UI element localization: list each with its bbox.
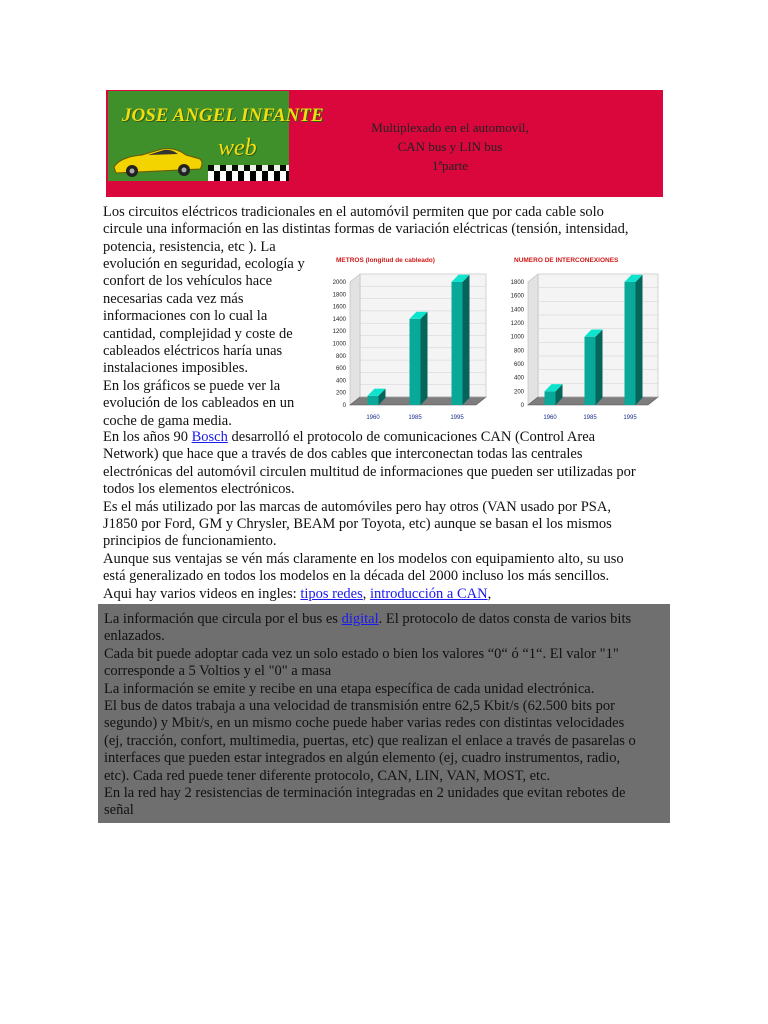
y-tick-label: 400 bbox=[335, 378, 346, 385]
y-tick-label: 800 bbox=[335, 353, 346, 360]
text-line: principios de funcionamiento. bbox=[103, 533, 277, 550]
tipos-redes-link[interactable]: tipos redes bbox=[300, 585, 363, 602]
text-line: J1850 por Ford, GM y Chrysler, BEAM por Toyota, etc) aunque se basan el los mismos bbox=[103, 516, 612, 533]
text-line: cableados eléctricos haría unas bbox=[103, 343, 283, 360]
x-tick-label: 1985 bbox=[583, 415, 597, 421]
text-line: En los gráficos se puede ver la bbox=[103, 377, 281, 394]
y-tick-label: 1200 bbox=[332, 329, 346, 336]
text-line: señal bbox=[104, 802, 134, 819]
text-line: confort de los vehículos hace bbox=[103, 273, 273, 290]
y-tick-label: 1400 bbox=[332, 316, 346, 323]
title-line: Multiplexado en el automovil, bbox=[371, 120, 529, 135]
y-tick-label: 1200 bbox=[510, 321, 524, 327]
text-line: Aunque sus ventajas se vén más claramente en los modelos con equipamiento alto, su uso bbox=[103, 550, 624, 567]
text-line: cantidad, complejidad y coste de bbox=[103, 325, 293, 342]
text-line: El bus de datos trabaja a una velocidad de transmisión entre 62,5 Kbit/s (62.500 bits por bbox=[104, 698, 616, 715]
bar-1995 bbox=[452, 275, 470, 405]
y-tick-label: 0 bbox=[520, 403, 524, 409]
chart-title: METROS (longitud de cableado) bbox=[336, 257, 435, 264]
text-line: Los circuitos eléctricos tradicionales en el automóvil permiten que por cada cable solo bbox=[103, 204, 604, 220]
bar-side bbox=[463, 275, 470, 405]
page-title bbox=[330, 118, 570, 175]
y-tick-label: 600 bbox=[513, 362, 524, 368]
info-box-text bbox=[104, 611, 636, 820]
text-line: enlazados. bbox=[104, 628, 165, 645]
cable-length-chart bbox=[320, 250, 496, 425]
chart-side-wall bbox=[350, 274, 360, 405]
text-line: evolución de los cableados en un bbox=[103, 395, 295, 412]
bar-1985 bbox=[410, 312, 428, 405]
y-tick-label: 2000 bbox=[332, 280, 346, 286]
chart-title: NUMERO DE INTERCONEXIONES bbox=[514, 257, 619, 264]
logo-sub: web bbox=[218, 135, 257, 161]
text-line: En la red hay 2 resistencias de terminación integradas en 2 unidades que evitan rebotes de bbox=[104, 785, 626, 802]
text-line: evolución en seguridad, ecología y bbox=[103, 256, 305, 272]
x-tick-label: 1960 bbox=[543, 415, 557, 421]
text-line: informaciones con lo cual la bbox=[103, 308, 268, 325]
bar-side bbox=[421, 312, 428, 405]
side-text bbox=[103, 256, 305, 430]
text-line: instalaciones imposibles. bbox=[103, 360, 248, 377]
bar-front bbox=[452, 282, 463, 405]
text-line: está generalizado en todos los modelos en la década del 2000 incluso los más sencillos. bbox=[103, 568, 610, 585]
y-tick-label: 200 bbox=[335, 390, 346, 397]
text-line: Aqui hay varios videos en ingles: tipos redes, introducción a CAN, bbox=[103, 585, 492, 602]
bar-1985 bbox=[585, 329, 603, 405]
site-logo[interactable] bbox=[108, 91, 324, 181]
text-line: necesarias cada vez más bbox=[103, 290, 244, 307]
text-line: coche de gama media. bbox=[103, 412, 232, 429]
chart-side-wall bbox=[528, 274, 538, 405]
logo-name: JOSE ANGEL INFANTE bbox=[122, 105, 324, 126]
y-tick-label: 1600 bbox=[510, 293, 524, 300]
can-text bbox=[103, 429, 636, 603]
text-line: En los años 90 Bosch desarrolló el protocolo de comunicaciones CAN (Control Area bbox=[103, 429, 596, 445]
text-line: La información se emite y recibe en una etapa específica de cada unidad electrónica. bbox=[104, 680, 595, 697]
bar-front bbox=[625, 282, 636, 405]
bar-1995 bbox=[625, 275, 643, 405]
x-tick-label: 1960 bbox=[366, 415, 380, 421]
y-tick-label: 0 bbox=[342, 403, 346, 409]
y-tick-label: 1800 bbox=[510, 280, 524, 286]
x-tick-label: 1995 bbox=[450, 415, 464, 421]
text-line: corresponde a 5 Voltios y el "0" a masa bbox=[104, 663, 332, 680]
title-line: CAN bus y LIN bus bbox=[397, 139, 503, 154]
bar-side bbox=[636, 275, 643, 405]
y-tick-label: 800 bbox=[513, 348, 524, 355]
bar-front bbox=[545, 391, 556, 405]
text-line: todos los elementos electrónicos. bbox=[103, 481, 295, 498]
text-line: Cada bit puede adoptar cada vez un solo estado o bien los valores “0“ ó “1“. El valor "1" bbox=[104, 645, 619, 662]
y-tick-label: 1000 bbox=[510, 334, 524, 341]
bar-front bbox=[368, 396, 379, 405]
text-line: Es el más utilizado por las marcas de automóviles pero hay otros (VAN usado por PSA, bbox=[103, 498, 611, 515]
sports-car-icon bbox=[110, 143, 205, 179]
text-line: Network) que hace que a través de dos cables que interconectan todas las centrales bbox=[103, 446, 583, 463]
bar-side bbox=[596, 329, 603, 405]
y-tick-label: 1400 bbox=[510, 307, 524, 314]
bar-front bbox=[410, 319, 421, 405]
digital-link[interactable]: digital bbox=[341, 611, 379, 627]
title-line: 1ªparte bbox=[431, 158, 469, 173]
x-tick-label: 1985 bbox=[408, 415, 422, 421]
text-line: potencia, resistencia, etc ). La bbox=[103, 238, 276, 255]
x-tick-label: 1995 bbox=[623, 415, 637, 421]
text-line: (ej, tracción, confort, multimedia, puertas, etc) que realizan el enlace a través de pasarelas o bbox=[104, 732, 636, 749]
y-tick-label: 400 bbox=[513, 375, 524, 382]
y-tick-label: 1600 bbox=[332, 304, 346, 311]
text-line: interfaces que pueden estar integrados en algún elemento (ej, cuadro instrumentos, radio, bbox=[104, 750, 621, 767]
intro-can-link[interactable]: introducción a CAN bbox=[370, 585, 488, 602]
text-line: etc). Cada red puede tener diferente protocolo, CAN, LIN, VAN, MOST, etc. bbox=[104, 767, 551, 784]
text-line: La información que circula por el bus es digital. El protocolo de datos consta de varios bits bbox=[104, 611, 632, 627]
bar-front bbox=[585, 337, 596, 405]
interconnections-chart bbox=[498, 250, 668, 425]
checkered-flag-row bbox=[208, 171, 289, 181]
y-tick-label: 1000 bbox=[332, 341, 346, 348]
y-tick-label: 600 bbox=[335, 366, 346, 373]
y-tick-label: 200 bbox=[513, 389, 524, 396]
text-line: electrónicas del automóvil circulen multitud de informaciones que pueden ser utilizadas por bbox=[103, 463, 636, 480]
text-line: segundo) y Mbit/s, en un mismo coche puede haber varias redes con distintas velocidades bbox=[104, 715, 625, 732]
bosch-link[interactable]: Bosch bbox=[191, 429, 228, 445]
y-tick-label: 1800 bbox=[332, 292, 346, 299]
intro-text bbox=[103, 204, 628, 256]
text-line: circule una información en las distintas formas de variación eléctricas (tensión, intensidad, bbox=[103, 221, 629, 238]
